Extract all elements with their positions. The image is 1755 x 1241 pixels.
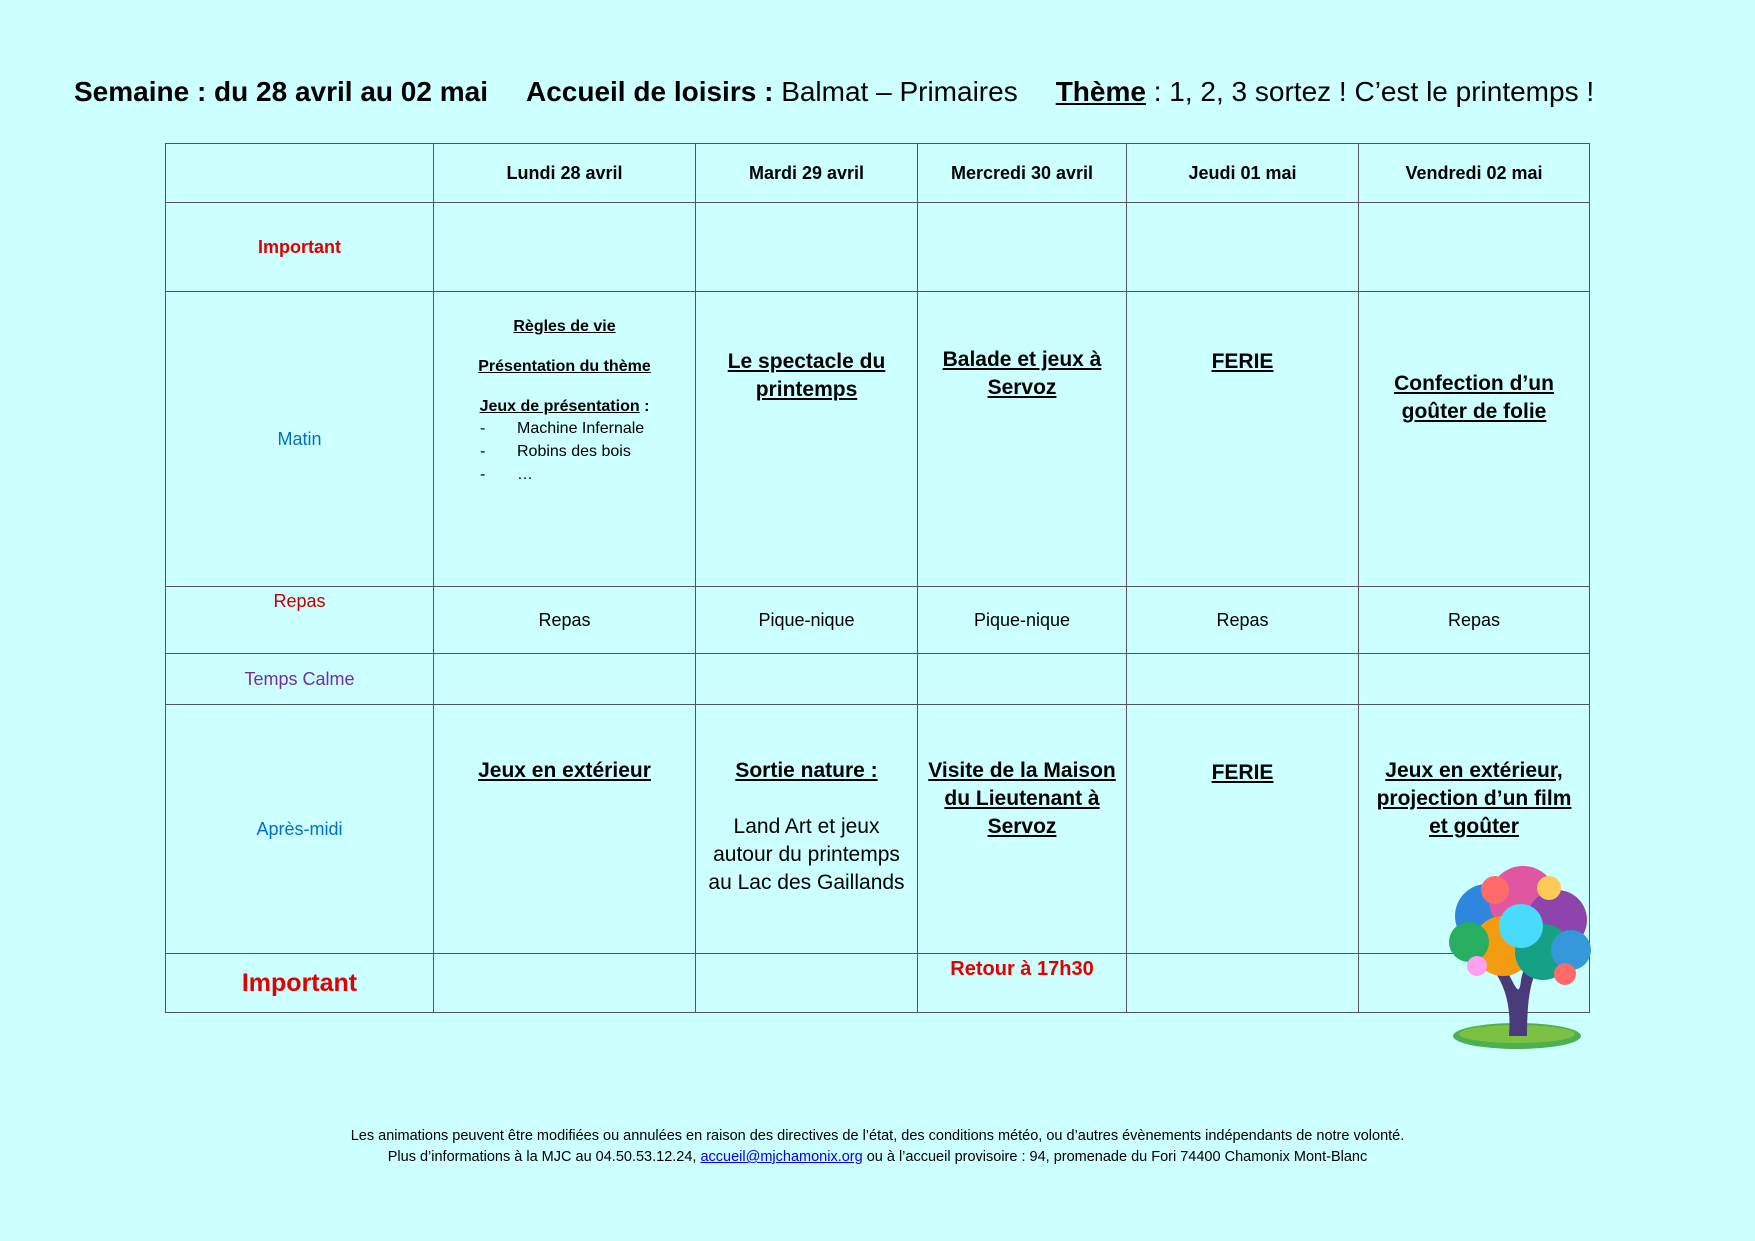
matin-lundi-line3: Jeux de présentation xyxy=(479,398,640,415)
matin-mercredi-cell xyxy=(918,292,1127,587)
list-item: - … xyxy=(480,463,695,486)
apres-lundi-cell xyxy=(434,705,696,954)
apres-vendredi-activity: Jeux en extérieur, projection d’un film et goûter xyxy=(1376,759,1572,838)
day-header-jeudi: Jeudi 01 mai xyxy=(1127,144,1359,203)
apres-mercredi-cell xyxy=(918,705,1127,954)
important-mercredi-cell xyxy=(918,954,1127,1013)
important-top-row xyxy=(166,203,1590,292)
apres-mardi-cell xyxy=(696,705,918,954)
row-label-matin: Matin xyxy=(166,292,434,587)
repas-row xyxy=(166,587,1590,654)
apres-mardi-body: Land Art et jeux autour du printemps au Lac des Gaillands xyxy=(708,815,905,894)
matin-lundi-list xyxy=(480,417,695,486)
row-label-repas: Repas xyxy=(166,587,434,654)
temps-calme-row xyxy=(166,654,1590,705)
day-header-mardi: Mardi 29 avril xyxy=(696,144,918,203)
email-link[interactable]: accueil@mjchamonix.org xyxy=(700,1149,863,1165)
apres-jeudi-cell xyxy=(1127,705,1359,954)
footer-contact-before: Plus d’informations à la MJC au 04.50.53.12.24, xyxy=(387,1149,701,1165)
repas-mardi: Pique-nique xyxy=(696,587,918,654)
matin-jeudi-cell xyxy=(1127,292,1359,587)
cell xyxy=(1127,654,1359,705)
cell xyxy=(918,203,1127,292)
repas-jeudi: Repas xyxy=(1127,587,1359,654)
footer-disclaimer: Les animations peuvent être modifiées ou annulées en raison des directives de l’état, des conditions météo, ou d’autres évènements indépendants de notre volonté. xyxy=(350,1128,1405,1144)
day-header-vendredi: Vendredi 02 mai xyxy=(1359,144,1590,203)
matin-row xyxy=(166,292,1590,587)
cell xyxy=(696,654,918,705)
matin-mardi-cell xyxy=(696,292,918,587)
cell xyxy=(434,203,696,292)
cell xyxy=(1359,654,1590,705)
matin-lundi-line1: Règles de vie xyxy=(513,318,616,335)
theme-label: Thème xyxy=(1055,76,1146,107)
row-label-apres-midi: Après-midi xyxy=(166,705,434,954)
cell xyxy=(696,203,918,292)
cell xyxy=(1127,203,1359,292)
day-header-mercredi: Mercredi 30 avril xyxy=(918,144,1127,203)
days-header-row xyxy=(166,144,1590,203)
theme-value: : 1, 2, 3 sortez ! C’est le printemps ! xyxy=(1145,76,1595,107)
matin-mardi-activity: Le spectacle du printemps xyxy=(727,350,886,401)
accueil-label: Accueil de loisirs : xyxy=(525,76,774,107)
cell xyxy=(918,654,1127,705)
footer xyxy=(0,1126,1755,1168)
matin-lundi-line2: Présentation du thème xyxy=(478,358,651,375)
list-item: - Robins des bois xyxy=(480,440,695,463)
footer-contact xyxy=(0,1147,1755,1168)
retour-note: Retour à 17h30 xyxy=(950,958,1094,980)
cell xyxy=(434,954,696,1013)
week-title: Semaine : du 28 avril au 02 mai xyxy=(74,76,488,107)
list-item: - Machine Infernale xyxy=(480,417,695,440)
matin-jeudi-activity: FERIE xyxy=(1211,350,1274,373)
colorful-tree-icon xyxy=(1425,860,1603,1056)
cell xyxy=(1359,203,1590,292)
matin-vendredi-cell xyxy=(1359,292,1590,587)
apres-mercredi-activity: Visite de la Maison du Lieutenant à Servoz xyxy=(928,759,1116,838)
repas-vendredi: Repas xyxy=(1359,587,1590,654)
matin-mercredi-activity: Balade et jeux à Servoz xyxy=(942,348,1102,399)
cell xyxy=(434,654,696,705)
accueil-value: Balmat – Primaires xyxy=(781,76,1018,107)
repas-mercredi: Pique-nique xyxy=(918,587,1127,654)
matin-lundi-line3-suffix: : xyxy=(639,398,650,415)
apres-midi-row xyxy=(166,705,1590,954)
page-header xyxy=(74,76,1694,108)
day-header-lundi: Lundi 28 avril xyxy=(434,144,696,203)
weekly-schedule-table xyxy=(165,143,1590,1013)
cell xyxy=(1127,954,1359,1013)
matin-vendredi-activity: Confection d’un goûter de folie xyxy=(1394,372,1554,423)
apres-lundi-activity: Jeux en extérieur xyxy=(478,759,651,782)
apres-jeudi-activity: FERIE xyxy=(1211,761,1274,784)
repas-lundi: Repas xyxy=(434,587,696,654)
footer-contact-after: ou à l’accueil provisoire : 94, promenade du Fori 74400 Chamonix Mont-Blanc xyxy=(862,1149,1368,1165)
corner-cell xyxy=(166,144,434,203)
matin-lundi-cell xyxy=(434,292,696,587)
important-bottom-row xyxy=(166,954,1590,1013)
row-label-temps-calme: Temps Calme xyxy=(166,654,434,705)
row-label-important-top: Important xyxy=(166,203,434,292)
cell xyxy=(696,954,918,1013)
apres-mardi-title: Sortie nature : xyxy=(735,759,878,782)
row-label-important-bottom: Important xyxy=(166,954,434,1013)
